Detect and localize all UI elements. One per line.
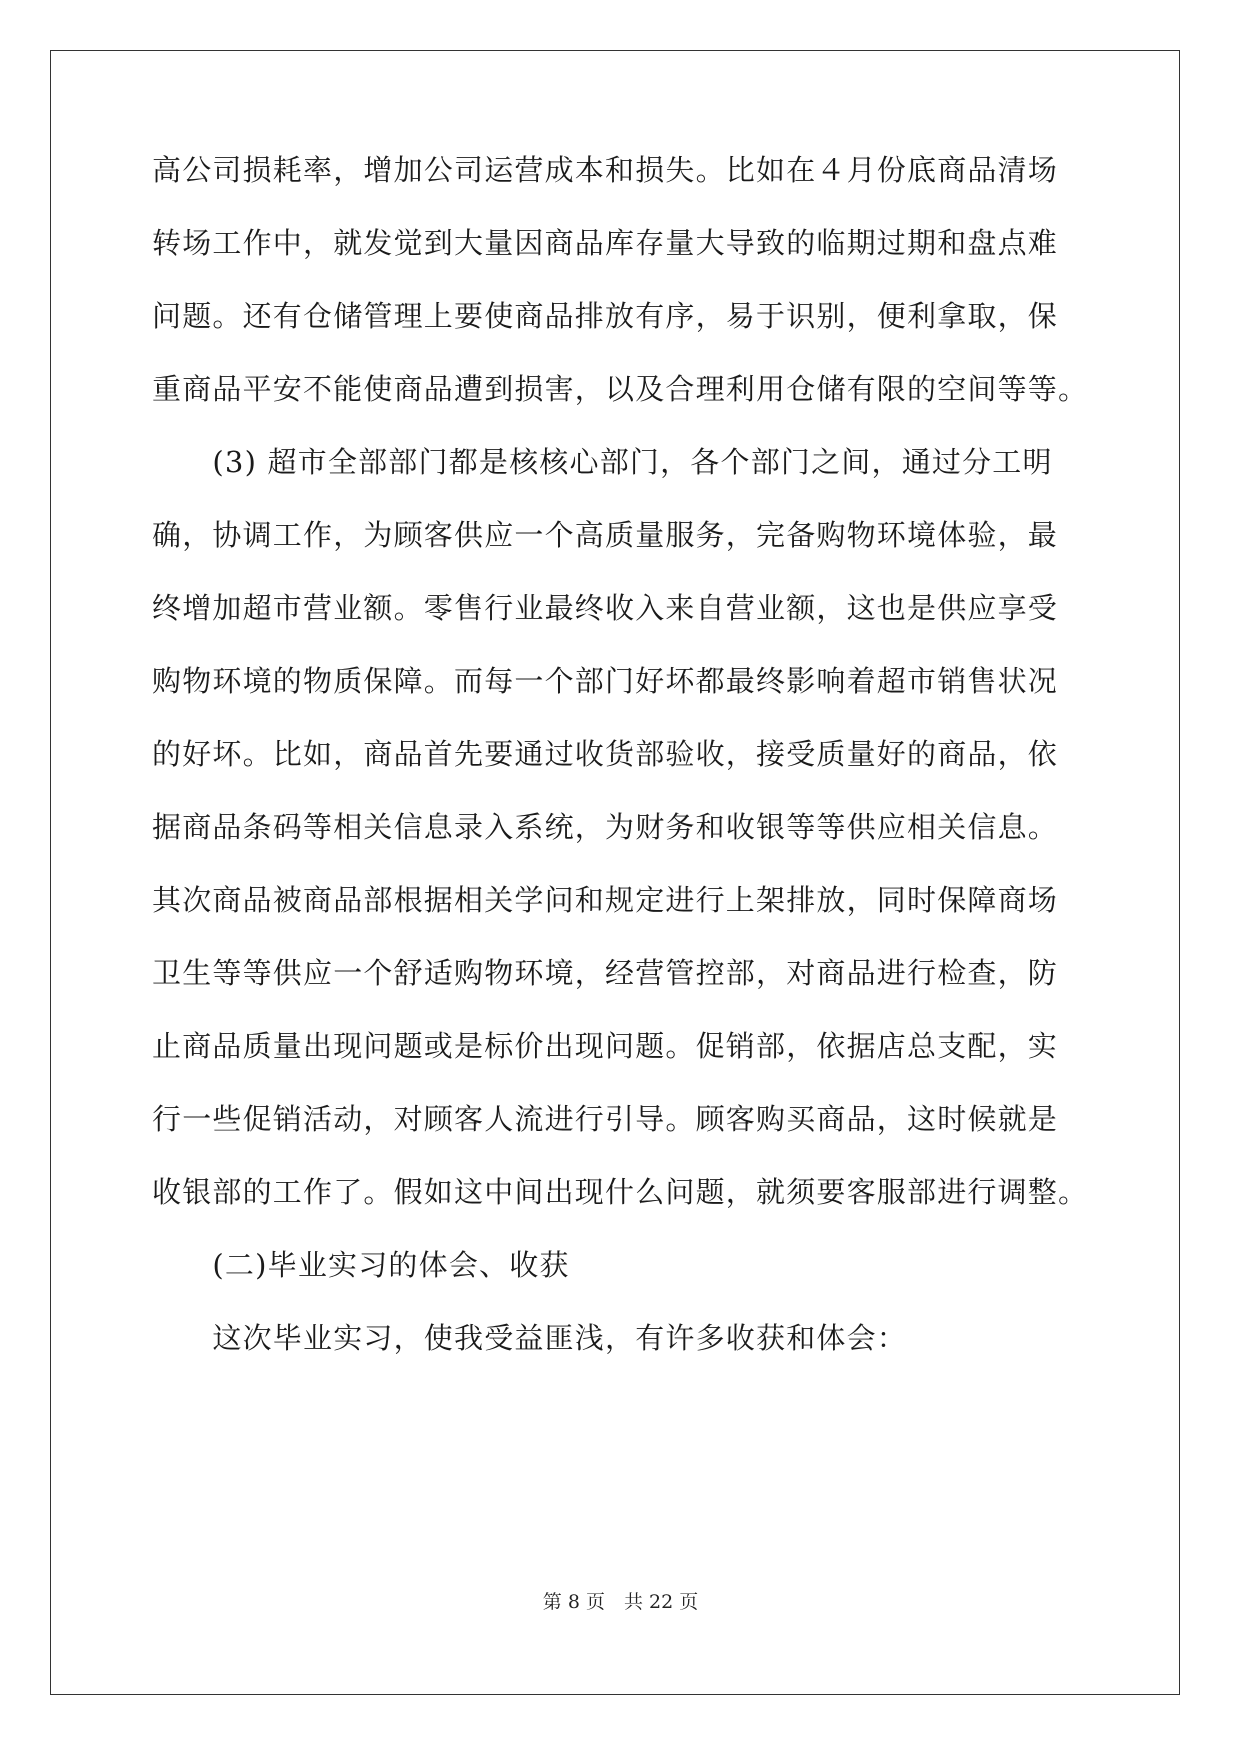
text-line: 的好坏。比如，商品首先要通过收货部验收，接受质量好的商品，依 bbox=[152, 737, 1059, 771]
text-line: 收银部的工作了。假如这中间出现什么问题，就须要客服部进行调整。 bbox=[152, 1175, 1089, 1209]
text-line: 终增加超市营业额。零售行业最终收入来自营业额，这也是供应享受 bbox=[152, 591, 1059, 625]
text-line: 购物环境的物质保障。而每一个部门好坏都最终影响着超市销售状况 bbox=[152, 664, 1059, 698]
section-heading: (二)毕业实习的体会、收获 bbox=[152, 1248, 570, 1282]
text-line: 其次商品被商品部根据相关学问和规定进行上架排放，同时保障商场 bbox=[152, 883, 1059, 917]
text-line: 问题。还有仓储管理上要使商品排放有序，易于识别，便利拿取，保 bbox=[152, 299, 1059, 333]
text-line: 止商品质量出现问题或是标价出现问题。促销部，依据店总支配，实 bbox=[152, 1029, 1059, 1063]
text-line: 确，协调工作，为顾客供应一个高质量服务，完备购物环境体验，最 bbox=[152, 518, 1059, 552]
text-line: 转场工作中，就发觉到大量因商品库存量大导致的临期过期和盘点难 bbox=[152, 226, 1059, 260]
text-line: 这次毕业实习，使我受益匪浅，有许多收获和体会： bbox=[152, 1321, 908, 1355]
text-line: 行一些促销活动，对顾客人流进行引导。顾客购买商品，这时候就是 bbox=[152, 1102, 1059, 1136]
page-footer: 第 8 页 共 22 页 bbox=[542, 1591, 699, 1613]
text-line: 据商品条码等相关信息录入系统，为财务和收银等等供应相关信息。 bbox=[152, 810, 1059, 844]
text-line: 重商品平安不能使商品遭到损害，以及合理利用仓储有限的空间等等。 bbox=[152, 372, 1089, 406]
text-line: 卫生等等供应一个舒适购物环境，经营管控部，对商品进行检查，防 bbox=[152, 956, 1059, 990]
text-line: 高公司损耗率，增加公司运营成本和损失。比如在４月份底商品清场 bbox=[152, 153, 1059, 187]
text-line: (3) 超市全部部门都是核核心部门，各个部门之间，通过分工明 bbox=[152, 445, 1053, 479]
